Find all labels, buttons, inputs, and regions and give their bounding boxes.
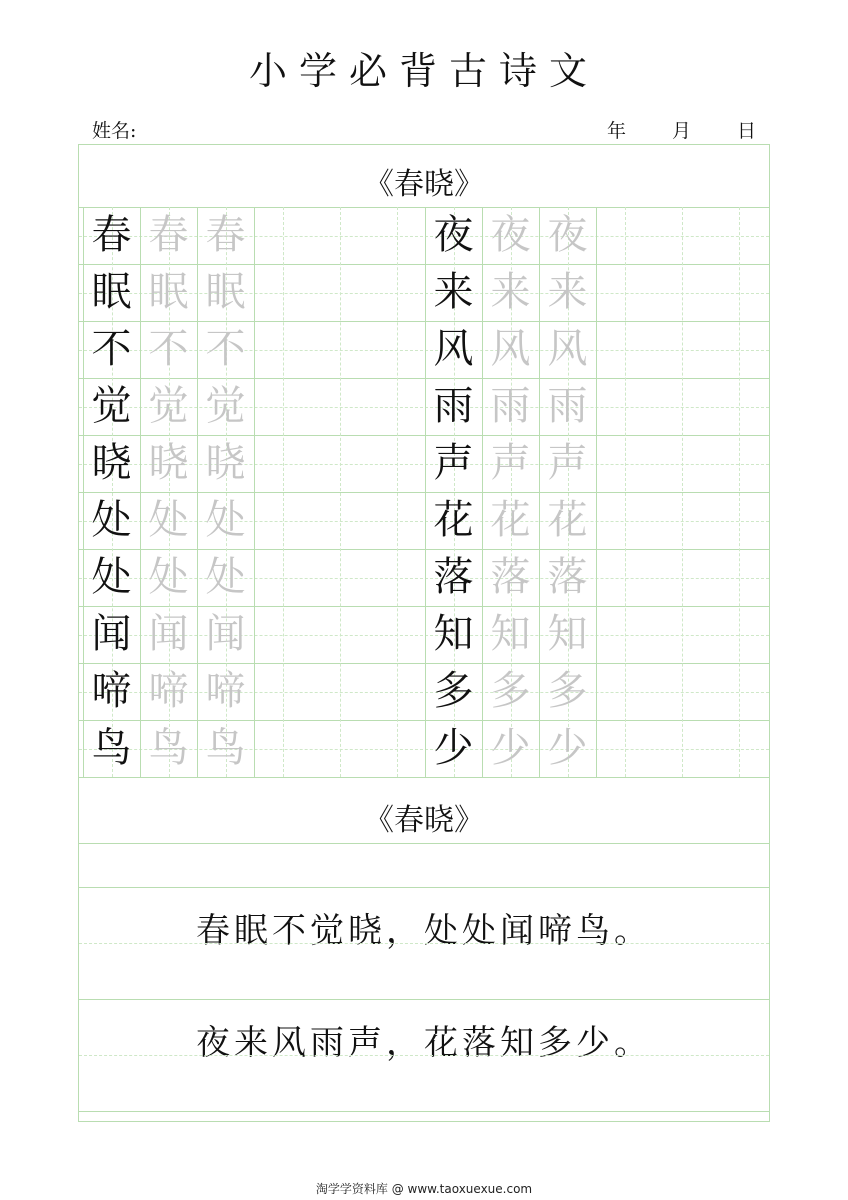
writing-line [79,999,769,1000]
model-character: 处 [91,497,132,543]
grid-row-line [79,777,769,778]
grid-column-midline [739,207,740,777]
trace-character: 春 [148,212,189,258]
writing-line [79,887,769,888]
writing-line [79,943,769,944]
trace-character: 眠 [148,269,189,315]
trace-character: 多 [547,668,588,714]
poem-line-1: 春眠不觉晓，处处闻啼鸟。 [196,911,652,951]
trace-character: 来 [547,269,588,315]
year-label: 年 [606,120,626,142]
trace-character: 啼 [205,668,246,714]
model-character: 花 [433,497,474,543]
writing-line [79,1055,769,1056]
model-character: 晓 [91,440,132,486]
trace-character: 雨 [547,383,588,429]
day-label: 日 [736,120,756,142]
grid-column-line [596,207,597,777]
grid-column-midline [682,207,683,777]
footer-watermark: 淘学学资料库 @ www.taoxuexue.com [315,1182,533,1196]
trace-character: 鸟 [205,725,246,771]
model-character: 知 [433,611,474,657]
model-character: 夜 [433,212,474,258]
trace-character: 风 [490,326,531,372]
trace-character: 夜 [547,212,588,258]
model-character: 啼 [91,668,132,714]
date-fields [607,116,756,143]
name-label: 姓名: [92,120,137,142]
model-character: 鸟 [91,725,132,771]
trace-character: 落 [547,554,588,600]
trace-character: 风 [547,326,588,372]
model-character: 眠 [91,269,132,315]
writing-line [79,1111,769,1112]
trace-character: 声 [490,440,531,486]
trace-character: 夜 [490,212,531,258]
trace-character: 少 [490,725,531,771]
trace-character: 闻 [148,611,189,657]
trace-character: 处 [205,497,246,543]
trace-character: 雨 [490,383,531,429]
trace-character: 不 [205,326,246,372]
model-character: 不 [91,326,132,372]
trace-character: 处 [205,554,246,600]
trace-character: 眠 [205,269,246,315]
trace-character: 花 [547,497,588,543]
practice-sheet [78,144,770,1122]
grid-column-midline [340,207,341,777]
page-title: 小学必背古诗文 [248,49,599,93]
grid-column-line [254,207,255,777]
trace-character: 不 [148,326,189,372]
month-label: 月 [671,120,691,142]
model-character: 处 [91,554,132,600]
trace-character: 花 [490,497,531,543]
grid-column-midline [397,207,398,777]
model-character: 来 [433,269,474,315]
model-character: 雨 [433,383,474,429]
model-character: 觉 [91,383,132,429]
trace-character: 觉 [205,383,246,429]
trace-character: 多 [490,668,531,714]
model-character: 春 [91,212,132,258]
trace-character: 处 [148,497,189,543]
model-character: 少 [433,725,474,771]
grid-column-midline [625,207,626,777]
poem-title-bottom: 《春晓》 [364,803,484,838]
poem-line-2: 夜来风雨声，花落知多少。 [196,1023,652,1063]
trace-character: 闻 [205,611,246,657]
trace-character: 处 [148,554,189,600]
trace-character: 觉 [148,383,189,429]
trace-character: 啼 [148,668,189,714]
trace-character: 知 [490,611,531,657]
grid-column-midline [283,207,284,777]
trace-character: 落 [490,554,531,600]
trace-character: 春 [205,212,246,258]
trace-character: 鸟 [148,725,189,771]
writing-line [79,843,769,844]
model-character: 多 [433,668,474,714]
poem-title-top: 《春晓》 [364,167,484,202]
trace-character: 晓 [205,440,246,486]
trace-character: 晓 [148,440,189,486]
model-character: 闻 [91,611,132,657]
trace-character: 来 [490,269,531,315]
trace-character: 声 [547,440,588,486]
model-character: 风 [433,326,474,372]
trace-character: 少 [547,725,588,771]
model-character: 声 [433,440,474,486]
trace-character: 知 [547,611,588,657]
model-character: 落 [433,554,474,600]
